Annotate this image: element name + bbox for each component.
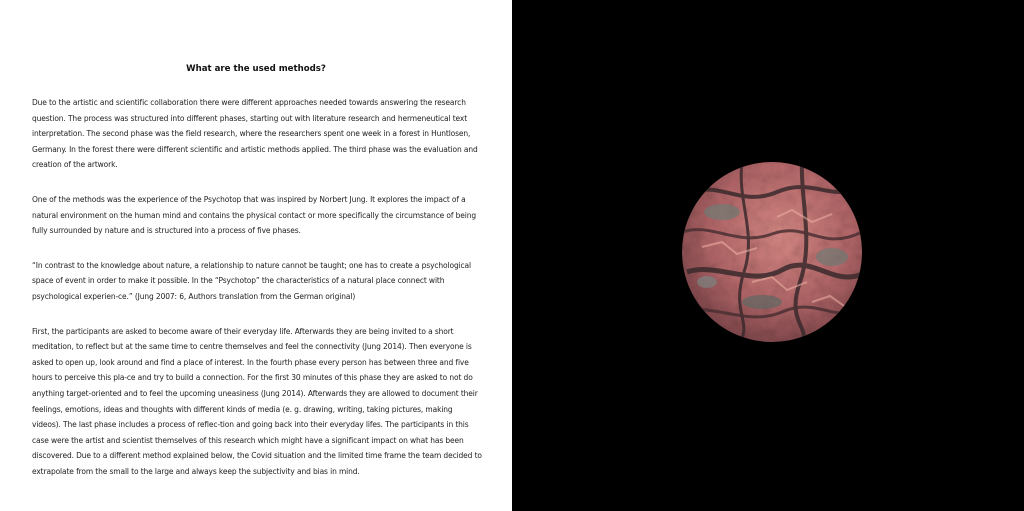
image-page (512, 0, 1024, 511)
bark-texture-image (682, 162, 862, 342)
section-heading: What are the used methods? (186, 64, 326, 74)
paragraph-psychotop: One of the methods was the experience of the Psychotop that was inspired by Norbert Jung. It explores the impact of a natural environment on the human mind and contains the physical contact or more specifically the circumstance of being fully surrounded by nature and is structured into a process of five phases. (32, 194, 477, 236)
paragraph-quote: “In contrast to the knowledge about nature, a relationship to nature cannot be taught; one has to create a psychological space of event in order to make it possible. In the “Psychotop” the characteristics of a natural place connect with psychological experien-ce.” (Jung 2007: 6, Authors translation from the German original) (32, 260, 471, 301)
paragraph-process: First, the participants are asked to become aware of their everyday life. Afterwards they are being invited to a short meditation, to reflect but at the same time to centre themselves and feel the connectivity (Jung 2014). Then everyone is asked to open up, look around and find a place of interest. In the fourth phase every person has between three and five hours to perceive this pla-ce and try to build a connection. For the first 30 minutes of this phase they are asked to not do anything target-oriented and to feel the upcoming uneasiness (Jung 2014). Afterwards they are allowed to document their feelings, emotions, ideas and thoughts with different kinds of media (e. g. drawing, writing, taking pictures, making videos). The last phase includes a process of reflec-tion and going back into their everyday lifes. The participants in this case were the artist and scientist themselves of this research which might have a significant impact on what has been discovered. Due to a different method explained below, the Covid situation and the limited time frame the team decided to extrapolate from the small to the large and always keep the subjectivity and bias in mind. (32, 326, 482, 476)
tree-bark-photo (682, 162, 862, 342)
body-text (32, 95, 482, 498)
paragraph-phases: Due to the artistic and scientific collaboration there were different approaches needed towards answering the research question. The process was structured into different phases, starting out with literature research and hermeneutical text interpretation. The second phase was the field research, where the researchers spent one week in a forest in Huntlosen, Germany. In the forest there were different scientific and artistic methods applied. The third phase was the evaluation and creation of the artwork. (32, 98, 478, 170)
